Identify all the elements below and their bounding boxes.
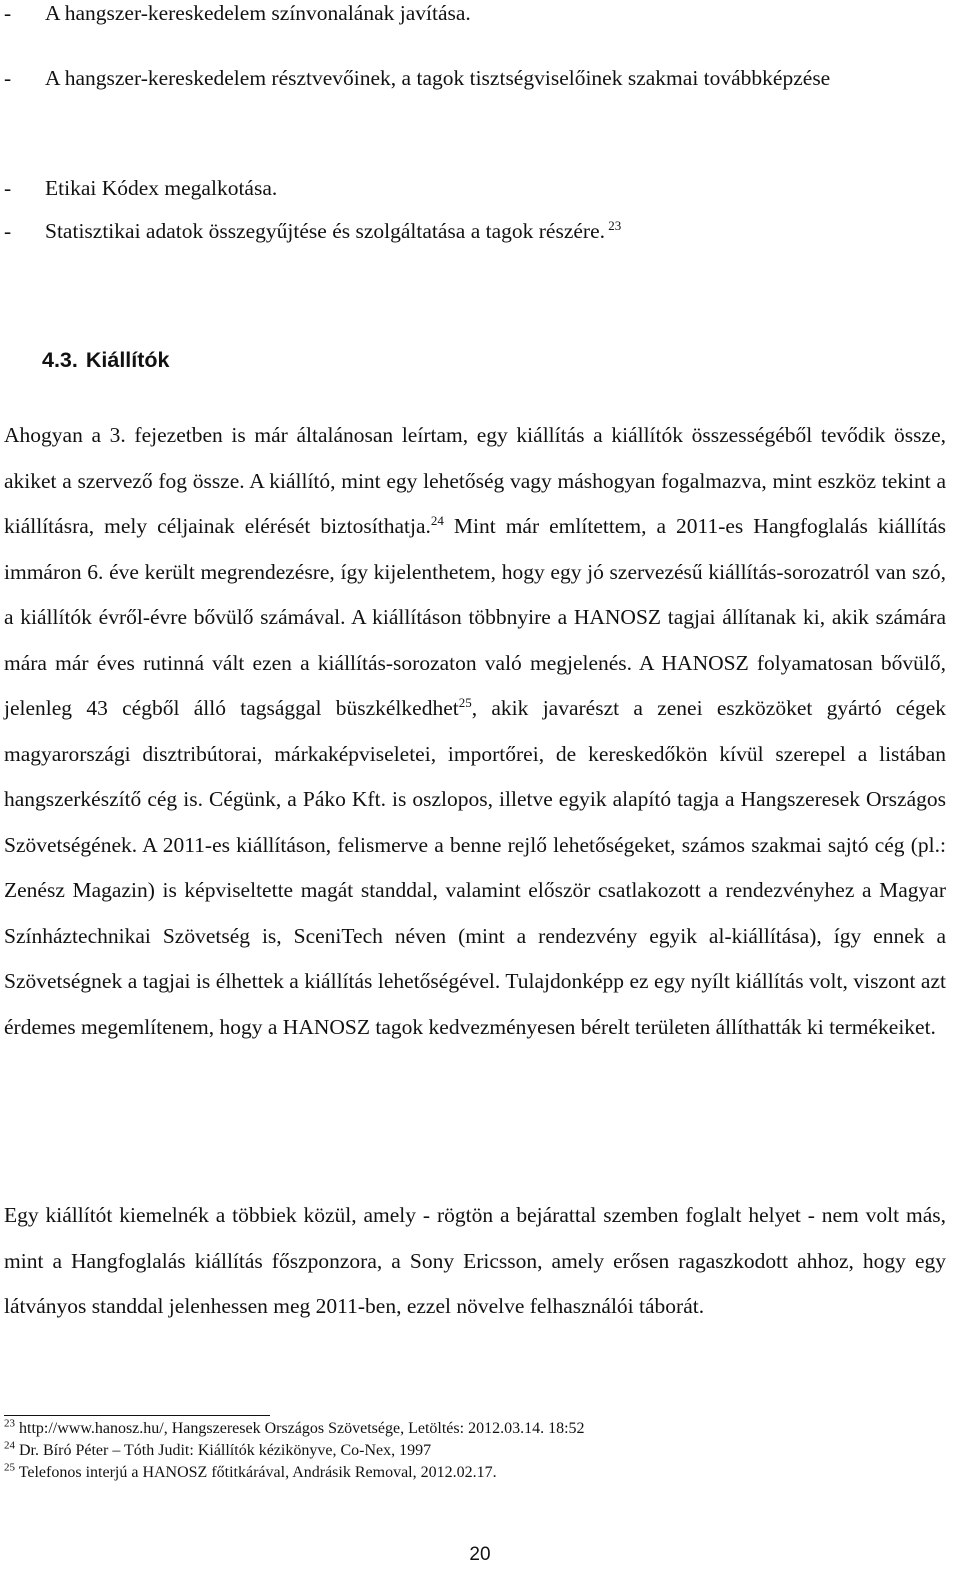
- body-paragraph: [4, 413, 946, 1050]
- bullet-dash: -: [4, 1, 12, 25]
- footnote: [4, 1418, 585, 1440]
- footnote-separator: [4, 1415, 270, 1416]
- footnote-ref[interactable]: 24: [430, 512, 444, 528]
- bullet-text: [45, 208, 955, 254]
- footnote-number: 23: [4, 1417, 15, 1430]
- footnote-number: 24: [4, 1439, 15, 1452]
- section-number: 4.3.: [42, 348, 78, 372]
- footnote-ref[interactable]: 23: [605, 217, 622, 233]
- body-paragraph: Egy kiállítót kiemelnék a többiek közül, amely - rögtön a bejárattal szemben foglalt helyet - nem volt más, mint a Hangfoglalás kiállítás főszponzora, a Sony Ericsson, amely erősen ragaszkodott ahhoz, hogy egy látványos standdal jelenhessen meg 2011-ben, ezzel növelve felhasználói táborát.: [4, 1203, 946, 1318]
- footnote-number: 25: [4, 1461, 15, 1474]
- section-title: Kiállítók: [85, 348, 170, 372]
- footnote-text: Telefonos interjú a HANOSZ főtitkárával, Andrásik Removal, 2012.02.17.: [15, 1464, 497, 1481]
- footnote: [4, 1440, 585, 1462]
- footnote-text: http://www.hanosz.hu/, Hangszeresek Országos Szövetsége, Letöltés: 2012.03.14. 18:52: [15, 1420, 585, 1437]
- bullet-dash: -: [4, 176, 12, 200]
- footnote-text: Dr. Bíró Péter – Tóth Judit: Kiállítók kézikönyve, Co-Nex, 1997: [15, 1442, 432, 1459]
- paragraph-text: , akik javarészt a zenei eszközöket gyártó cégek magyarországi disztribútorai, márkaképviseletei, importőrei, de kereskedőkön kívül szerepel a listában hangszerkészítő cég is. Cégünk, a Páko Kft. is oszlopos, illetve egyik alapító tagja a Hangszeresek Országos Szövetségének. A 2011-es kiállításon, felismerve a benne rejlő lehetőségeket, számos szakmai sajtó cég (pl.: Zenész Magazin) is képviseltette magát standdal, valamint először csatlakozott a rendezvényhez a Magyar Színháztechnikai Szövetség is, SceniTech néven (mint a rendezvény egyik al-kiállítása), így ennek a Szövetségnek a tagjai is élhettek a kiállítás lehetőségével. Tulajdonképp ez egy nyílt kiállítás volt, viszont azt érdemes megemlítenem, hogy a HANOSZ tagok kedvezményesen bérelt területen állíthatták ki termékeiket.: [4, 696, 946, 1039]
- paragraph-text: Mint már említettem, a 2011-es Hangfoglalás kiállítás immáron 6. éve került megrendezésre, így kijelenthetem, hogy egy jó szervezésű kiállítás-sorozatról van szó, a kiállítók évről-évre bővülő számával. A kiállításon többnyire a HANOSZ tagjai állítanak ki, akik számára mára már éves rutinná vált ezen a kiállítás-sorozaton való megjelenés. A HANOSZ folyamatosan bővülő, jelenleg 43 cégből álló tagsággal büszkélkedhet: [4, 514, 946, 720]
- bullet-text: A hangszer-kereskedelem színvonalának javítása.: [45, 1, 471, 25]
- section-heading: [42, 348, 170, 373]
- bullet-text: A hangszer-kereskedelem résztvevőinek, a tagok tisztségviselőinek szakmai továbbképzése: [45, 66, 831, 90]
- bullet-sentence: Statisztikai adatok összegyűjtése és szolgáltatása a tagok részére.: [45, 219, 605, 243]
- page-number: 20: [469, 1544, 491, 1565]
- bullet-dash: -: [4, 66, 12, 90]
- footnote-ref[interactable]: 25: [458, 694, 472, 710]
- bullet-dash: -: [4, 219, 12, 243]
- paragraph-text: Ahogyan a 3. fejezetben is már általánosan leírtam, egy kiállítás a kiállítók összességéből tevődik össze, akiket a szervező fog össze. A kiállító, mint egy lehetőség vagy máshogyan fogalmazva, mint eszköz tekint a kiállításra, mely céljainak elérését biztosíthatja.: [4, 423, 946, 538]
- footnote: [4, 1462, 585, 1484]
- bullet-text: Etikai Kódex megalkotása.: [45, 176, 278, 200]
- footnotes: [4, 1418, 585, 1484]
